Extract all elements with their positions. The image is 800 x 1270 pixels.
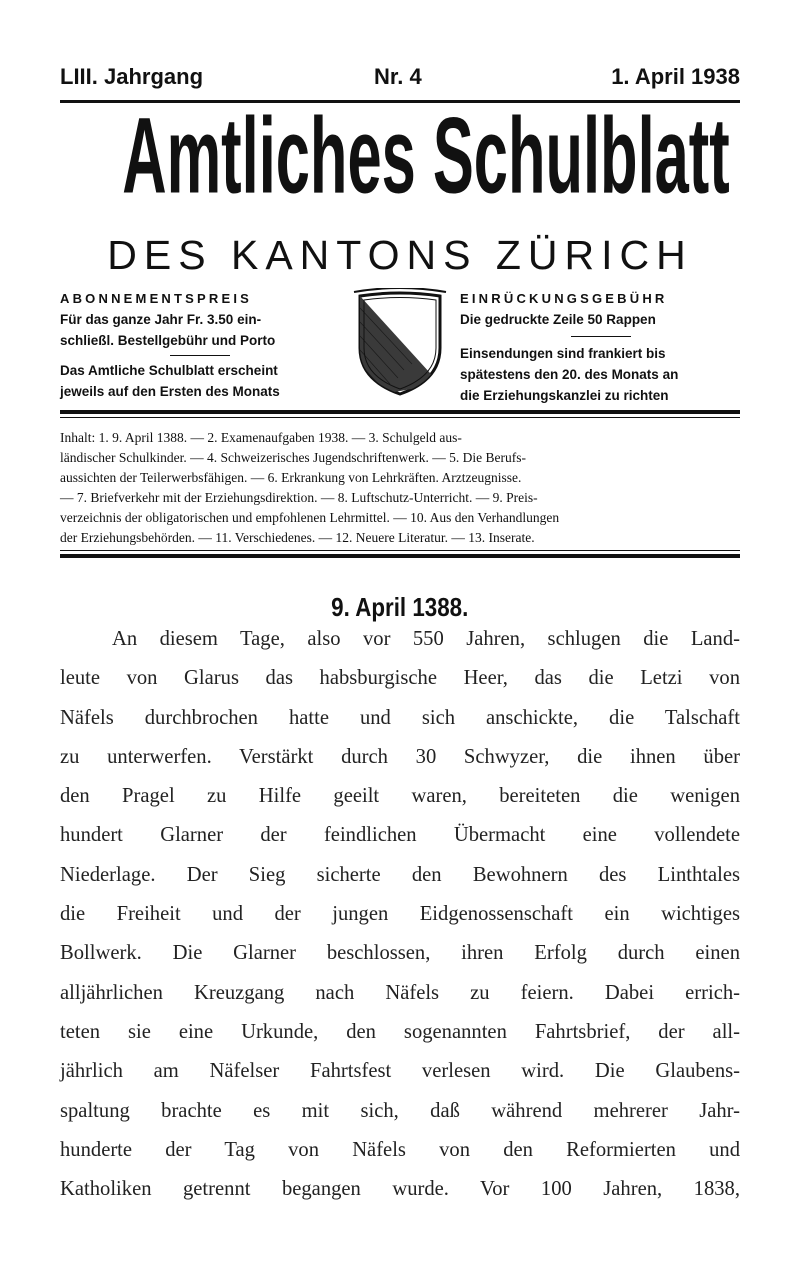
article-line: leute von Glarus das habsburgische Heer, das die Letzi von: [60, 667, 740, 690]
contents-top-rule-thick: [60, 410, 740, 414]
insertion-heading: EINRÜCKUNGSGEBÜHR: [460, 291, 668, 306]
article-line: jährlich am Näfelser Fahrtsfest verlesen wird. Die Glaubens-: [60, 1060, 740, 1083]
insertion-line: Die gedruckte Zeile 50 Rappen: [460, 312, 656, 327]
article-body: [60, 620, 740, 1209]
contents-line: — 7. Briefverkehr mit der Erziehungsdirektion. — 8. Luftschutz-Unterricht. — 9. Preis-: [60, 490, 538, 505]
table-of-contents: [60, 428, 740, 548]
subscription-heading: ABONNEMENTSPREIS: [60, 291, 253, 306]
article-line: die Freiheit und der jungen Eidgenossenschaft ein wichtiges: [60, 903, 740, 926]
article-line: hundert Glarner der feindlichen Übermacht eine vollendete: [60, 824, 740, 847]
insertion-divider: [571, 336, 631, 337]
article-line: spaltung brachte es mit sich, daß während mehrerer Jahr-: [60, 1099, 740, 1122]
issue-date: 1. April 1938: [611, 64, 740, 89]
contents-bottom-rule-thin: [60, 550, 740, 551]
subscription-divider: [170, 355, 230, 356]
subscription-line: schließl. Bestellgebühr und Porto: [60, 333, 276, 348]
contents-bottom-rule-thick: [60, 554, 740, 558]
article-line: hunderte der Tag von Näfels von den Reformierten und: [60, 1138, 740, 1161]
article-line: Katholiken getrennt begangen wurde. Vor 100 Jahren, 1838,: [60, 1178, 740, 1201]
contents-line: ländischer Schulkinder. — 4. Schweizerisches Jugendschriftenwerk. — 5. Die Berufs-: [60, 450, 527, 465]
subscription-box: [60, 288, 340, 402]
insertion-note-line: Einsendungen sind frankiert bis: [460, 346, 666, 361]
article-line: zu unterwerfen. Verstärkt durch 30 Schwyzer, die ihnen über: [60, 745, 740, 768]
contents-line: der Erziehungsbehörden. — 11. Verschiedenes. — 12. Neuere Literatur. — 13. Inserate.: [60, 530, 535, 545]
insertion-box: [460, 288, 742, 406]
contents-line: verzeichnis der obligatorischen und empfohlenen Lehrmittel. — 10. Aus den Verhandlungen: [60, 510, 560, 525]
insertion-note-line: spätestens den 20. des Monats an: [460, 367, 679, 382]
contents-line: Inhalt: 1. 9. April 1388. — 2. Examenaufgaben 1938. — 3. Schulgeld aus-: [60, 430, 462, 445]
contents-top-rule-thin: [60, 417, 740, 418]
subscription-note-line: Das Amtliche Schulblatt erscheint: [60, 363, 278, 378]
article-line: alljährlichen Kreuzgang nach Näfels zu feiern. Dabei errich-: [60, 981, 740, 1004]
insertion-note-line: die Erziehungskanzlei zu richten: [460, 388, 669, 403]
subscription-note-line: jeweils auf den Ersten des Monats: [60, 384, 280, 399]
subscription-line: Für das ganze Jahr Fr. 3.50 ein-: [60, 312, 262, 327]
article-title: 9. April 1388.: [331, 592, 469, 622]
article-line: den Pragel zu Hilfe geeilt waren, bereiteten die wenigen: [60, 785, 740, 808]
zurich-coat-of-arms-icon: [352, 288, 448, 398]
article-line: Näfels durchbrochen hatte und sich anschickte, die Talschaft: [60, 706, 740, 729]
article-line: An diesem Tage, also vor 550 Jahren, schlugen die Land-: [112, 628, 740, 650]
volume-label: LIII. Jahrgang: [60, 64, 204, 89]
article-line: teten sie eine Urkunde, den sogenannten Fahrtsbrief, der all-: [60, 1020, 740, 1043]
contents-line: aussichten der Teilerwerbsfähigen. — 6. Erkrankung von Lehrkräften. Arztzeugnisse.: [60, 470, 522, 485]
article-line: Niederlage. Der Sieg sicherte den Bewohnern des Linthtales: [60, 863, 740, 886]
masthead-subtitle: DES KANTONS ZÜRICH: [107, 232, 693, 278]
issue-number: Nr. 4: [374, 64, 422, 89]
article-line: Bollwerk. Die Glarner beschlossen, ihren Erfolg durch einen: [60, 942, 740, 965]
masthead-title: Amtliches Schulblatt: [122, 95, 730, 216]
